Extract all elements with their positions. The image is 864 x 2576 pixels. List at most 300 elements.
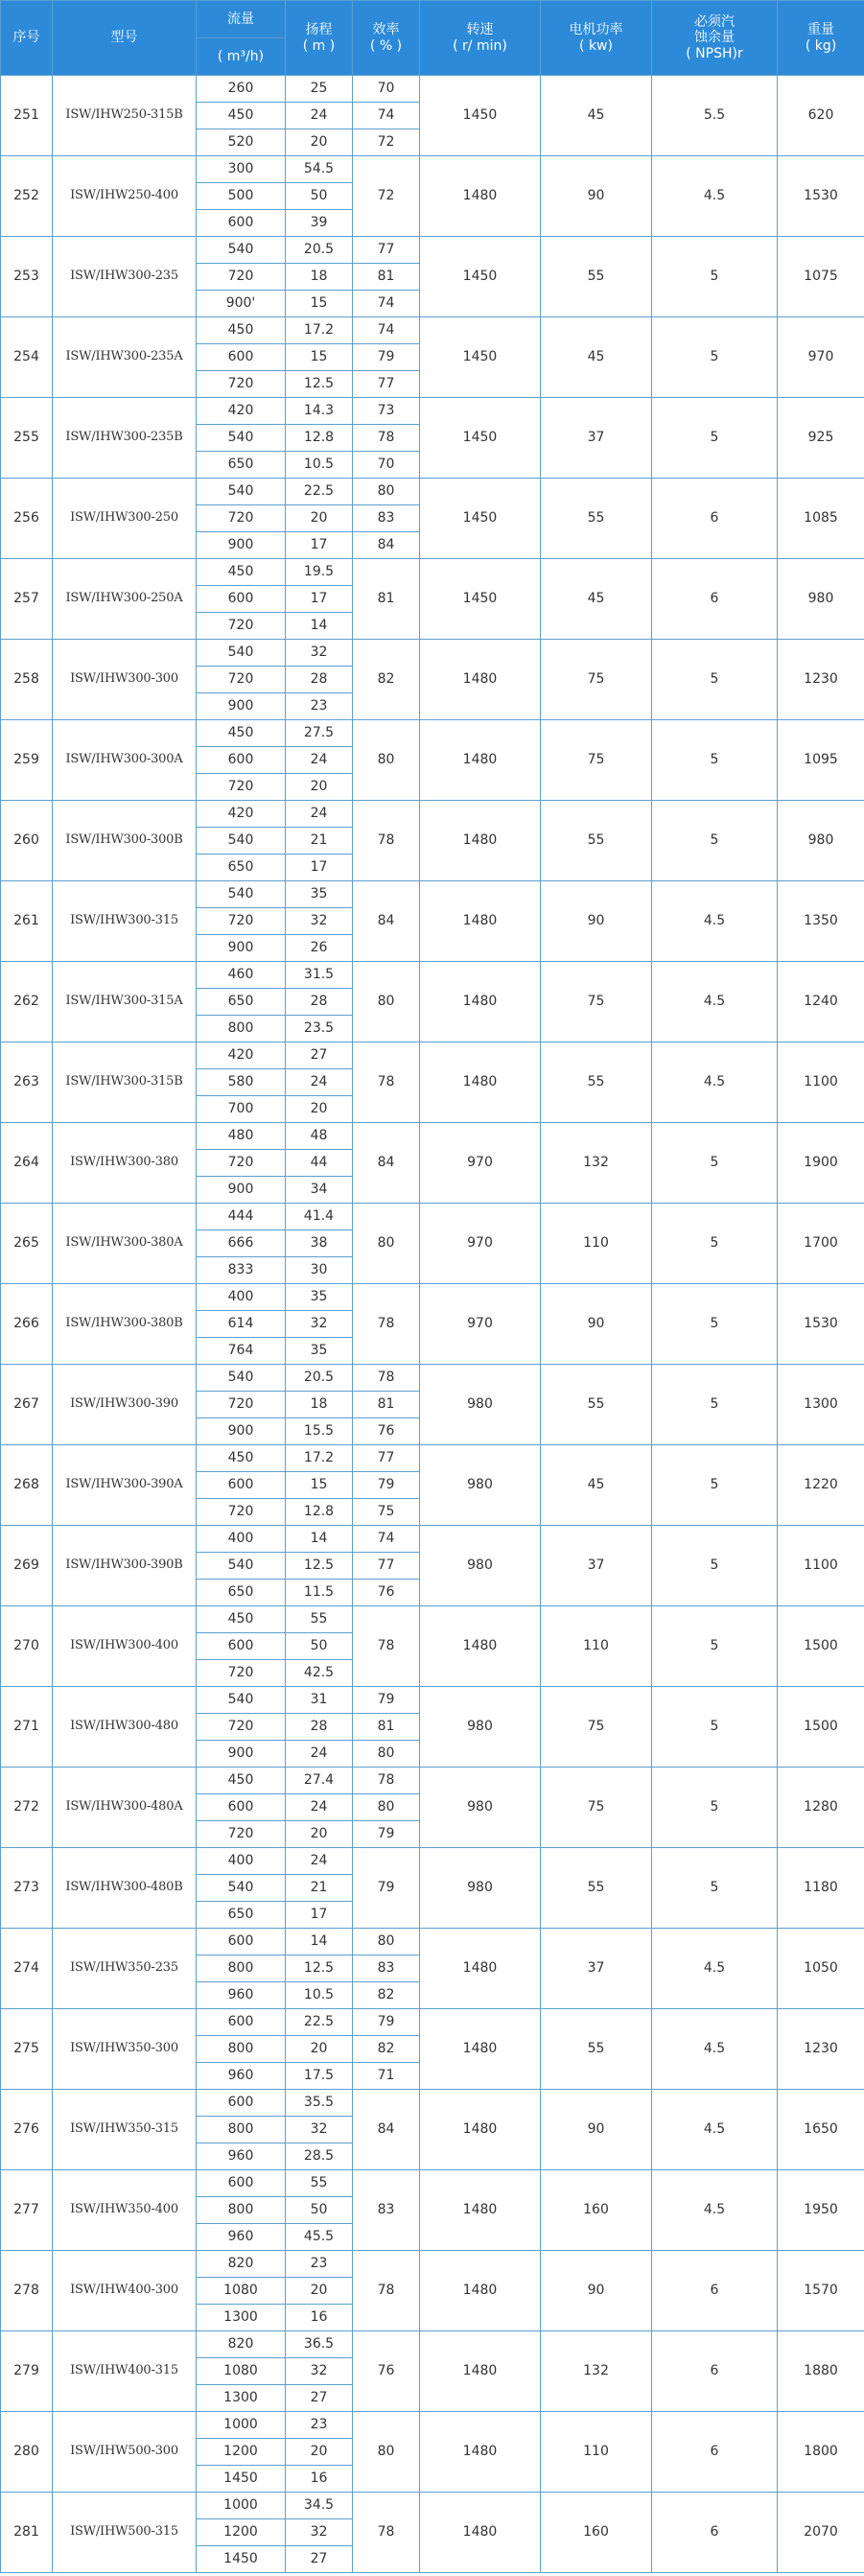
head-value: 45.5: [286, 2224, 353, 2251]
weight-value: 1230: [778, 2009, 864, 2090]
efficiency-value: 80: [353, 479, 420, 505]
flow-value: 420: [197, 1042, 286, 1069]
head-value: 20: [286, 129, 353, 156]
efficiency-value: 80: [353, 1204, 420, 1284]
head-value: 24: [286, 1741, 353, 1768]
npsh-value: 6: [652, 559, 778, 640]
npsh-value: 5: [652, 317, 778, 398]
flow-value: 900: [197, 693, 286, 720]
head-value: 20: [286, 2439, 353, 2466]
flow-value: 800: [197, 1955, 286, 1982]
flow-value: 720: [197, 371, 286, 398]
row-number: 264: [1, 1123, 53, 1204]
efficiency-value: 80: [353, 962, 420, 1042]
head-value: 16: [286, 2305, 353, 2331]
efficiency-value: 78: [353, 1284, 420, 1365]
efficiency-value: 78: [353, 1606, 420, 1687]
flow-value: 900: [197, 1418, 286, 1445]
flow-value: 450: [197, 317, 286, 344]
flow-value: 650: [197, 855, 286, 881]
speed-value: 1480: [420, 2090, 541, 2170]
motor-power-value: 132: [541, 2331, 652, 2412]
motor-power-value: 75: [541, 720, 652, 801]
head-value: 34.5: [286, 2493, 353, 2519]
efficiency-value: 83: [353, 1955, 420, 1982]
table-row: [1, 479, 864, 505]
motor-power-value: 90: [541, 1284, 652, 1365]
motor-power-value: 75: [541, 640, 652, 720]
speed-value: 1480: [420, 1929, 541, 2009]
table-row: [1, 1848, 864, 1875]
header-head: 扬程 ( m ): [286, 1, 353, 76]
motor-power-value: 37: [541, 1526, 652, 1606]
flow-value: 600: [197, 1472, 286, 1499]
flow-value: 720: [197, 667, 286, 693]
npsh-value: 5: [652, 398, 778, 479]
efficiency-value: 84: [353, 532, 420, 559]
flow-value: 540: [197, 479, 286, 505]
table-row: [1, 962, 864, 989]
row-number: 271: [1, 1687, 53, 1768]
model-name: ISW/IHW300-390A: [53, 1445, 197, 1526]
speed-value: 1480: [420, 2331, 541, 2412]
efficiency-value: 82: [353, 2036, 420, 2063]
head-value: 35.5: [286, 2090, 353, 2117]
efficiency-value: 84: [353, 1123, 420, 1204]
row-number: 260: [1, 801, 53, 881]
efficiency-value: 77: [353, 237, 420, 264]
npsh-value: 5: [652, 1768, 778, 1848]
head-value: 24: [286, 801, 353, 828]
speed-value: 1450: [420, 237, 541, 317]
efficiency-value: 70: [353, 452, 420, 479]
head-value: 21: [286, 1875, 353, 1902]
flow-value: 520: [197, 129, 286, 156]
flow-value: 900: [197, 1741, 286, 1768]
head-value: 20.5: [286, 237, 353, 264]
table-row: [1, 76, 864, 103]
efficiency-value: 80: [353, 2412, 420, 2493]
flow-value: 1000: [197, 2412, 286, 2439]
speed-value: 970: [420, 1204, 541, 1284]
efficiency-value: 78: [353, 1365, 420, 1392]
head-value: 50: [286, 2197, 353, 2224]
flow-value: 720: [197, 613, 286, 640]
head-value: 54.5: [286, 156, 353, 183]
head-value: 20: [286, 1821, 353, 1848]
head-value: 12.8: [286, 1499, 353, 1526]
head-value: 15.5: [286, 1418, 353, 1445]
weight-value: 1100: [778, 1526, 864, 1606]
npsh-value: 4.5: [652, 881, 778, 962]
flow-value: 960: [197, 1982, 286, 2009]
npsh-value: 4.5: [652, 1042, 778, 1123]
motor-power-value: 90: [541, 2090, 652, 2170]
npsh-value: 5: [652, 1123, 778, 1204]
row-number: 277: [1, 2170, 53, 2251]
table-row: [1, 1687, 864, 1714]
row-number: 275: [1, 2009, 53, 2090]
motor-power-value: 90: [541, 2251, 652, 2331]
weight-value: 1880: [778, 2331, 864, 2412]
efficiency-value: 76: [353, 1580, 420, 1606]
head-value: 18: [286, 1392, 353, 1418]
flow-value: 450: [197, 559, 286, 586]
weight-value: 1500: [778, 1606, 864, 1687]
head-value: 55: [286, 2170, 353, 2197]
flow-value: 800: [197, 2117, 286, 2143]
head-value: 27.4: [286, 1768, 353, 1794]
flow-value: 960: [197, 2063, 286, 2090]
head-value: 15: [286, 291, 353, 317]
model-name: ISW/IHW350-315: [53, 2090, 197, 2170]
table-row: [1, 2170, 864, 2197]
row-number: 256: [1, 479, 53, 559]
motor-power-value: 45: [541, 76, 652, 156]
model-name: ISW/IHW300-380A: [53, 1204, 197, 1284]
flow-value: 800: [197, 2197, 286, 2224]
speed-value: 1480: [420, 2251, 541, 2331]
weight-value: 970: [778, 317, 864, 398]
model-name: ISW/IHW300-380: [53, 1123, 197, 1204]
flow-value: 900': [197, 291, 286, 317]
weight-value: 1075: [778, 237, 864, 317]
weight-value: 1085: [778, 479, 864, 559]
speed-value: 1480: [420, 881, 541, 962]
npsh-value: 5: [652, 1848, 778, 1929]
efficiency-value: 83: [353, 2170, 420, 2251]
head-value: 22.5: [286, 479, 353, 505]
motor-power-value: 45: [541, 1445, 652, 1526]
model-name: ISW/IHW400-315: [53, 2331, 197, 2412]
head-value: 28: [286, 1714, 353, 1741]
flow-value: 600: [197, 2090, 286, 2117]
flow-value: 666: [197, 1230, 286, 1257]
flow-value: 650: [197, 1580, 286, 1606]
header-weight: 重量 ( kg): [778, 1, 864, 76]
flow-value: 460: [197, 962, 286, 989]
speed-value: 1450: [420, 559, 541, 640]
row-number: 270: [1, 1606, 53, 1687]
row-number: 263: [1, 1042, 53, 1123]
flow-value: 600: [197, 344, 286, 371]
table-row: [1, 1606, 864, 1633]
flow-value: 600: [197, 210, 286, 237]
weight-value: 1700: [778, 1204, 864, 1284]
model-name: ISW/IHW350-400: [53, 2170, 197, 2251]
flow-value: 720: [197, 1714, 286, 1741]
row-number: 255: [1, 398, 53, 479]
model-name: ISW/IHW300-390B: [53, 1526, 197, 1606]
head-value: 41.4: [286, 1204, 353, 1230]
npsh-value: 6: [652, 2493, 778, 2573]
head-value: 50: [286, 183, 353, 210]
npsh-value: 4.5: [652, 156, 778, 237]
weight-value: 980: [778, 801, 864, 881]
model-name: ISW/IHW300-300B: [53, 801, 197, 881]
flow-value: 540: [197, 828, 286, 855]
flow-value: 650: [197, 989, 286, 1016]
efficiency-value: 79: [353, 1687, 420, 1714]
speed-value: 1480: [420, 2412, 541, 2493]
speed-value: 1480: [420, 156, 541, 237]
efficiency-value: 81: [353, 1714, 420, 1741]
row-number: 280: [1, 2412, 53, 2493]
speed-value: 980: [420, 1848, 541, 1929]
row-number: 254: [1, 317, 53, 398]
head-value: 31: [286, 1687, 353, 1714]
head-value: 31.5: [286, 962, 353, 989]
efficiency-value: 79: [353, 1821, 420, 1848]
head-value: 23.5: [286, 1016, 353, 1042]
efficiency-value: 75: [353, 1499, 420, 1526]
efficiency-value: 70: [353, 76, 420, 103]
flow-value: 600: [197, 1794, 286, 1821]
efficiency-value: 80: [353, 1929, 420, 1955]
head-value: 32: [286, 908, 353, 935]
npsh-value: 4.5: [652, 2170, 778, 2251]
head-value: 14: [286, 1929, 353, 1955]
table-row: [1, 640, 864, 667]
flow-value: 1200: [197, 2519, 286, 2546]
flow-value: 1450: [197, 2546, 286, 2573]
flow-value: 450: [197, 720, 286, 747]
head-value: 35: [286, 1284, 353, 1311]
motor-power-value: 55: [541, 237, 652, 317]
head-value: 12.5: [286, 371, 353, 398]
efficiency-value: 81: [353, 559, 420, 640]
header-efficiency: 效率 ( % ): [353, 1, 420, 76]
table-row: [1, 2412, 864, 2439]
head-value: 24: [286, 1848, 353, 1875]
motor-power-value: 110: [541, 1606, 652, 1687]
npsh-value: 6: [652, 2331, 778, 2412]
flow-value: 540: [197, 1553, 286, 1580]
head-value: 39: [286, 210, 353, 237]
table-row: [1, 720, 864, 747]
flow-value: 600: [197, 747, 286, 774]
row-number: 272: [1, 1768, 53, 1848]
motor-power-value: 55: [541, 2009, 652, 2090]
head-value: 12.5: [286, 1955, 353, 1982]
model-name: ISW/IHW500-315: [53, 2493, 197, 2573]
table-row: [1, 1284, 864, 1311]
motor-power-value: 55: [541, 801, 652, 881]
model-name: ISW/IHW300-315B: [53, 1042, 197, 1123]
model-name: ISW/IHW250-315B: [53, 76, 197, 156]
speed-value: 1480: [420, 2009, 541, 2090]
npsh-value: 4.5: [652, 2009, 778, 2090]
speed-value: 1480: [420, 801, 541, 881]
flow-value: 420: [197, 801, 286, 828]
table-row: [1, 1929, 864, 1955]
flow-value: 444: [197, 1204, 286, 1230]
head-value: 20: [286, 2278, 353, 2305]
flow-value: 650: [197, 452, 286, 479]
head-value: 26: [286, 935, 353, 962]
speed-value: 1480: [420, 720, 541, 801]
header-model: 型号: [53, 1, 197, 76]
head-value: 23: [286, 693, 353, 720]
efficiency-value: 74: [353, 291, 420, 317]
efficiency-value: 78: [353, 425, 420, 452]
row-number: 268: [1, 1445, 53, 1526]
row-number: 252: [1, 156, 53, 237]
row-number: 262: [1, 962, 53, 1042]
weight-value: 1500: [778, 1687, 864, 1768]
model-name: ISW/IHW350-300: [53, 2009, 197, 2090]
efficiency-value: 76: [353, 1418, 420, 1445]
speed-value: 1480: [420, 962, 541, 1042]
header-flow-unit: ( m³/h): [197, 38, 286, 76]
weight-value: 1220: [778, 1445, 864, 1526]
row-number: 251: [1, 76, 53, 156]
flow-value: 800: [197, 1016, 286, 1042]
flow-value: 900: [197, 532, 286, 559]
npsh-value: 4.5: [652, 2090, 778, 2170]
head-value: 28: [286, 989, 353, 1016]
weight-value: 925: [778, 398, 864, 479]
head-value: 14: [286, 1526, 353, 1553]
speed-value: 970: [420, 1123, 541, 1204]
weight-value: 1095: [778, 720, 864, 801]
flow-value: 540: [197, 640, 286, 667]
flow-value: 480: [197, 1123, 286, 1150]
npsh-value: 5: [652, 1204, 778, 1284]
speed-value: 980: [420, 1526, 541, 1606]
head-value: 10.5: [286, 452, 353, 479]
flow-value: 764: [197, 1338, 286, 1365]
flow-value: 260: [197, 76, 286, 103]
speed-value: 1450: [420, 479, 541, 559]
efficiency-value: 79: [353, 1848, 420, 1929]
weight-value: 1300: [778, 1365, 864, 1445]
efficiency-value: 78: [353, 801, 420, 881]
row-number: 261: [1, 881, 53, 962]
flow-value: 450: [197, 1606, 286, 1633]
table-row: [1, 1445, 864, 1472]
motor-power-value: 110: [541, 1204, 652, 1284]
flow-value: 720: [197, 1821, 286, 1848]
table-body: [1, 76, 864, 2573]
row-number: 266: [1, 1284, 53, 1365]
flow-value: 1450: [197, 2466, 286, 2493]
flow-value: 820: [197, 2251, 286, 2278]
table-row: [1, 881, 864, 908]
head-value: 16: [286, 2466, 353, 2493]
head-value: 17: [286, 855, 353, 881]
flow-value: 650: [197, 1902, 286, 1929]
weight-value: 1350: [778, 881, 864, 962]
speed-value: 1480: [420, 2170, 541, 2251]
speed-value: 1480: [420, 2493, 541, 2573]
head-value: 17.2: [286, 317, 353, 344]
model-name: ISW/IHW300-235: [53, 237, 197, 317]
speed-value: 1480: [420, 1042, 541, 1123]
flow-value: 580: [197, 1069, 286, 1096]
model-name: ISW/IHW300-235B: [53, 398, 197, 479]
npsh-value: 5: [652, 720, 778, 801]
weight-value: 1570: [778, 2251, 864, 2331]
table-header: [1, 1, 864, 76]
row-number: 257: [1, 559, 53, 640]
head-value: 48: [286, 1123, 353, 1150]
motor-power-value: 90: [541, 156, 652, 237]
speed-value: 980: [420, 1687, 541, 1768]
efficiency-value: 77: [353, 1445, 420, 1472]
npsh-value: 5: [652, 1606, 778, 1687]
flow-value: 600: [197, 1929, 286, 1955]
flow-value: 614: [197, 1311, 286, 1338]
head-value: 32: [286, 2358, 353, 2385]
head-value: 32: [286, 2519, 353, 2546]
table-row: [1, 2009, 864, 2036]
flow-value: 833: [197, 1257, 286, 1284]
flow-value: 720: [197, 1660, 286, 1687]
head-value: 10.5: [286, 1982, 353, 2009]
flow-value: 1300: [197, 2305, 286, 2331]
model-name: ISW/IHW300-480A: [53, 1768, 197, 1848]
speed-value: 980: [420, 1768, 541, 1848]
row-number: 273: [1, 1848, 53, 1929]
weight-value: 1530: [778, 1284, 864, 1365]
npsh-value: 5: [652, 1284, 778, 1365]
flow-value: 450: [197, 1445, 286, 1472]
row-number: 279: [1, 2331, 53, 2412]
head-value: 22.5: [286, 2009, 353, 2036]
speed-value: 1480: [420, 1606, 541, 1687]
efficiency-value: 71: [353, 2063, 420, 2090]
model-name: ISW/IHW300-235A: [53, 317, 197, 398]
flow-value: 600: [197, 1633, 286, 1660]
speed-value: 980: [420, 1365, 541, 1445]
flow-value: 1080: [197, 2358, 286, 2385]
motor-power-value: 45: [541, 317, 652, 398]
efficiency-value: 82: [353, 640, 420, 720]
efficiency-value: 74: [353, 103, 420, 129]
npsh-value: 5.5: [652, 76, 778, 156]
head-value: 42.5: [286, 1660, 353, 1687]
weight-value: 1950: [778, 2170, 864, 2251]
weight-value: 980: [778, 559, 864, 640]
weight-value: 1650: [778, 2090, 864, 2170]
head-value: 23: [286, 2251, 353, 2278]
table-row: [1, 2251, 864, 2278]
weight-value: 1100: [778, 1042, 864, 1123]
efficiency-value: 81: [353, 1392, 420, 1418]
motor-power-value: 90: [541, 881, 652, 962]
flow-value: 720: [197, 264, 286, 291]
efficiency-value: 78: [353, 1768, 420, 1794]
head-value: 32: [286, 2117, 353, 2143]
head-value: 12.8: [286, 425, 353, 452]
head-value: 20: [286, 505, 353, 532]
weight-value: 1230: [778, 640, 864, 720]
weight-value: 1280: [778, 1768, 864, 1848]
flow-value: 400: [197, 1284, 286, 1311]
motor-power-value: 110: [541, 2412, 652, 2493]
head-value: 20: [286, 1096, 353, 1123]
flow-value: 720: [197, 908, 286, 935]
flow-value: 700: [197, 1096, 286, 1123]
head-value: 24: [286, 103, 353, 129]
flow-value: 540: [197, 1365, 286, 1392]
model-name: ISW/IHW300-315: [53, 881, 197, 962]
table-row: [1, 1123, 864, 1150]
flow-value: 800: [197, 2036, 286, 2063]
row-number: 258: [1, 640, 53, 720]
head-value: 15: [286, 344, 353, 371]
